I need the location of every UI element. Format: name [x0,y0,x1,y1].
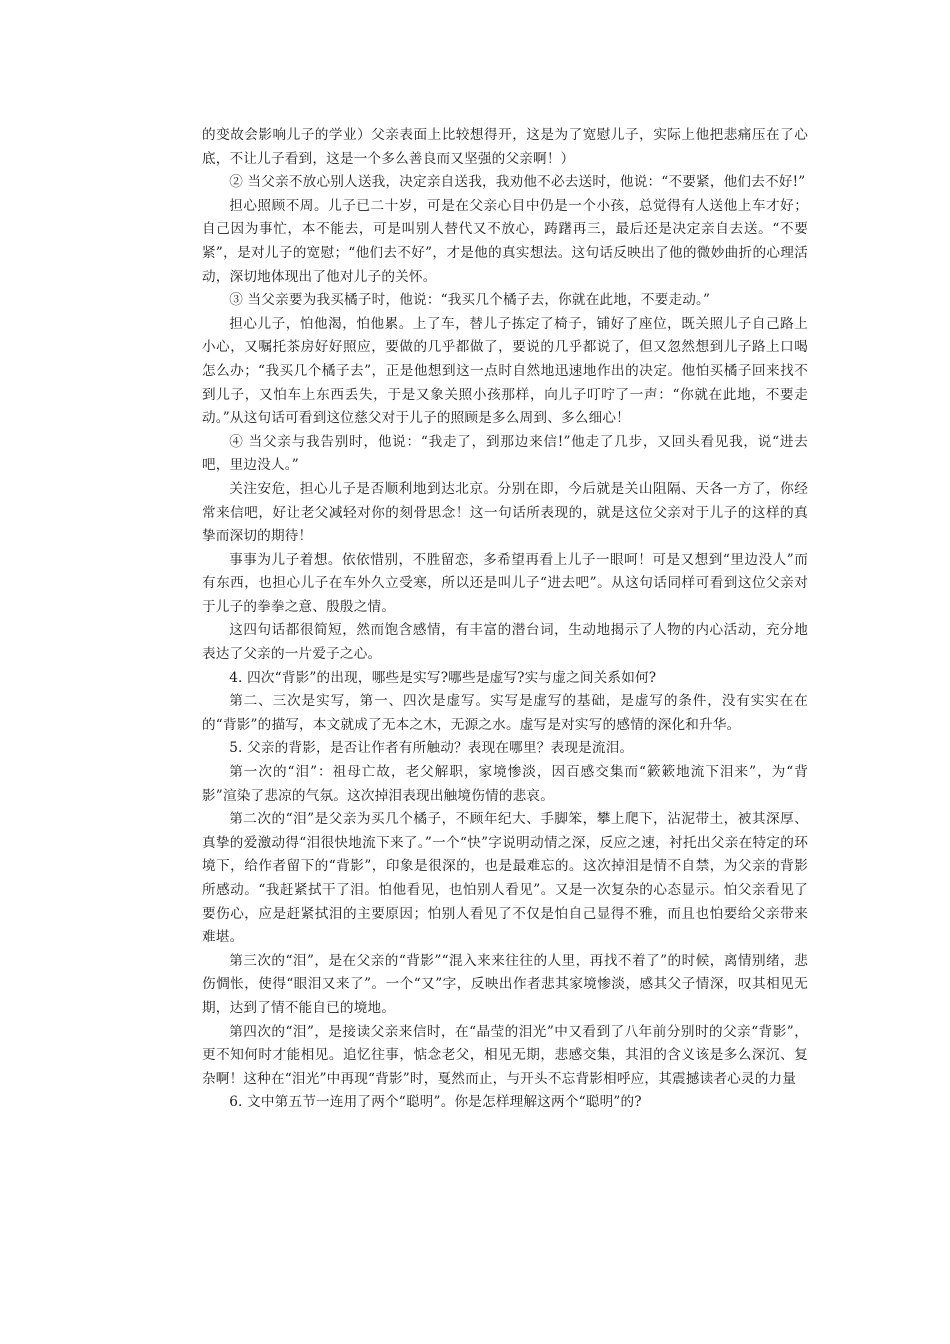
question-6: 6. 文中第五节一连用了两个“聪明”。你是怎样理解这两个“聪明”的? [229,1094,642,1111]
paragraph: 担心儿子，怕他渴，怕他累。上了车，替儿子拣定了椅子，铺好了座位，既关照儿子自己路上小心，又嘱托茶房好好照应，要做的几乎都做了，要说的几乎都说了，但又忽然想到儿子路上口喝怎么办；“我买几个橘子去”，正是他想到这一点时自然地迅速地作出的决定。他怕买橘子回来找不到儿子，又怕车上东西丢失，于是又象关照小孩那样，向儿子叮咛了一声：“你就在此地，不要走动。”从这句话可看到这位慈父对于儿子的照顾是多么周到、多么细心！ [202,315,808,427]
paragraph: 关注安危，担心儿子是否顺利地到达北京。分别在即，今后就是关山阻隔、天各一方了，你经常来信吧，好让老父减轻对你的刻骨思念！这一句话所表现的，就是这位父亲对于儿子的这样的真挚而深切的期待！ [202,480,808,545]
paragraph: 第二次的“泪”是父亲为买几个橘子，不顾年纪大、手脚笨，攀上爬下，沾泥带土，被其深厚、真挚的爱激动得“泪很快地流下来了。”一个“快”字说明动情之深，反应之速，衬托出父亲在特定的环境下，给作者留下的“背影”，印象是很深的，也是最难忘的。这次掉泪是情不自禁，为父亲的背影所感动。“我赶紧拭干了泪。怕他看见，也怕别人看见”。又是一次复杂的心态显示。怕父亲看见了要伤心，应是赶紧拭泪的主要原因；怕别人看见了不仅是怕自己显得不雅，而且也怕要给父亲带来难堪。 [202,811,808,946]
paragraph: 第一次的“泪”：祖母亡故，老父解职，家境惨淡，因百感交集而“簌簌地流下泪来”，为“背影”渲染了悲凉的气氛。这次掉泪表现出触境伤情的悲哀。 [202,764,808,804]
document-body [202,124,808,1115]
paragraph: 这四句话都很简短，然而饱含感情，有丰富的潜台词，生动地揭示了人物的内心活动，充分地表达了父亲的一片爱子之心。 [202,622,808,663]
paragraph: ③ 当父亲要为我买橘子时，他说：“我买几个橘子去，你就在此地，不要走动。” [229,292,711,309]
paragraph: 的变故会影响儿子的学业）父亲表面上比较想得开，这是为了宽慰儿子，实际上他把悲痛压在了心底，不让儿子看到，这是一个多么善良而又坚强的父亲啊！） [202,127,808,167]
paragraph: ④ 当父亲与我告别时，他说：“我走了，到那边来信!”他走了几步，又回头看见我，说“进去吧，里边没人。” [202,433,808,474]
question-5: 5. 父亲的背影，是否让作者有所触动？表现在哪里？表现是流泪。 [229,740,634,757]
paragraph: 第二、三次是实写，第一、四次是虚写。实写是虚写的基础，是虚写的条件，没有实实在在的“背影”的描写，本文就成了无本之木，无源之水。虚写是对实写的感情的深化和升华。 [202,693,808,733]
paragraph: 事事为儿子着想。依依惜别，不胜留恋，多希望再看上儿子一眼呵！可是又想到“里边没人”而有东西，也担心儿子在车外久立受寒，所以还是叫儿子“进去吧”。从这句话同样可看到这位父亲对于儿子的拳拳之意、殷殷之情。 [202,551,808,615]
paragraph: 第三次的“泪”，是在父亲的“背影”“混入来来往往的人里，再找不着了”的时候，离情别绪，悲伤惆怅，使得“眼泪又来了”。一个“又”字，反映出作者悲其家境惨淡，感其父子情深，叹其相见无期，达到了情不能自已的境地。 [202,952,808,1016]
paragraph: ② 当父亲不放心别人送我，决定亲自送我，我劝他不必去送时，他说：“不要紧，他们去不好!” [229,174,806,191]
paragraph: 担心照顾不周。儿子已二十岁，可是在父亲心目中仍是一个小孩，总觉得有人送他上车才好；自己因为事忙，本不能去，可是叫别人替代又不放心，踌躇再三，最后还是决定亲自去送。“不要紧”，是对儿子的宽慰；“他们去不好”，才是他的真实想法。这句话反映出了他的微妙曲折的心理活动，深切地体现出了他对儿子的关怀。 [202,197,808,285]
question-4: 4. 四次“背影”的出现，哪些是实写?哪些是虚写?实与虚之间关系如何? [229,669,657,686]
paragraph: 第四次的“泪”，是接读父亲来信时，在“晶莹的泪光”中又看到了八年前分别时的父亲“背影”，更不知何时才能相见。追忆往事，惦念老父，相见无期，悲感交集，其泪的含义该是多么深沉、复杂啊！这种在“泪光”中再现“背影”时，戛然而止，与开头不忘背影相呼应，其震撼读者心灵的力量 [202,1023,808,1087]
